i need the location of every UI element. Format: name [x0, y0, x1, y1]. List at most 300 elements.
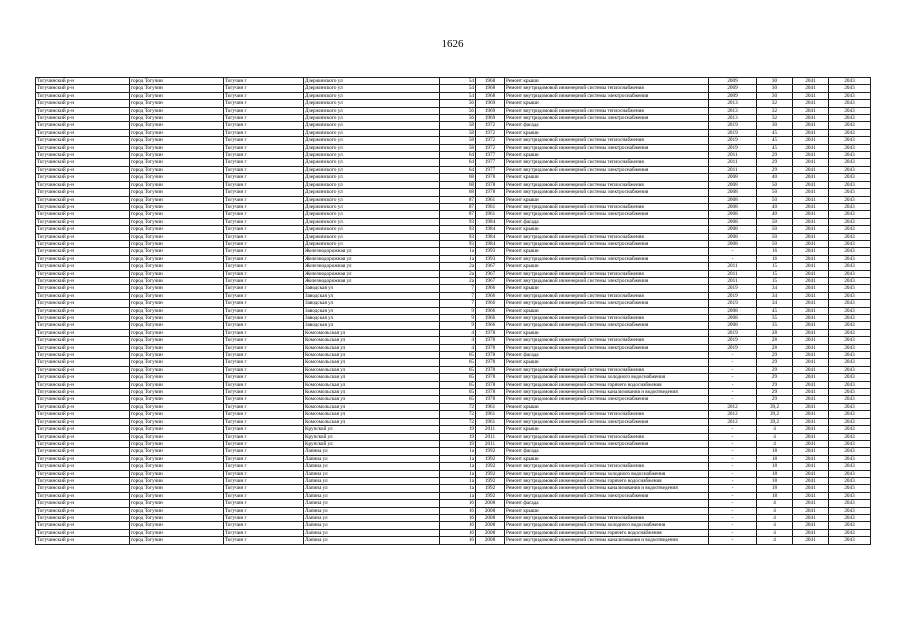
table-row [36, 322, 871, 329]
cell-settlement: город Тогучин [130, 366, 224, 373]
cell-year: 1972 [476, 129, 505, 136]
cell-street: Лапина ул [304, 500, 440, 507]
cell-locality: Тогучин г [224, 203, 304, 210]
cell-district: Тогучинский р-н [36, 122, 130, 129]
cell-year_from: 2041 [793, 218, 829, 225]
cell-term: 30 [757, 85, 793, 92]
cell-year_from: 2041 [793, 196, 829, 203]
table-row [36, 189, 871, 196]
cell-term: 29 [757, 152, 793, 159]
cell-year_to: 2043 [829, 92, 871, 99]
cell-settlement: город Тогучин [130, 233, 224, 240]
table-row [36, 300, 871, 307]
cell-year_to: 2043 [829, 433, 871, 440]
cell-year_to: 2043 [829, 270, 871, 277]
cell-term: 4 [757, 514, 793, 521]
cell-year_from: 2041 [793, 189, 829, 196]
cell-house: 58 [440, 122, 476, 129]
table-row [36, 477, 871, 484]
cell-year_to: 2043 [829, 174, 871, 181]
cell-district: Тогучинский р-н [36, 352, 130, 359]
cell-locality: Тогучин г [224, 448, 304, 455]
cell-year: 1969 [476, 115, 505, 122]
cell-house: 64 [440, 166, 476, 173]
cell-plan_start: 2008 [709, 196, 757, 203]
cell-locality: Тогучин г [224, 181, 304, 188]
cell-term: 18 [757, 485, 793, 492]
cell-year: 1992 [476, 470, 505, 477]
cell-street: Комсомольская ул [304, 329, 440, 336]
cell-house: 19 [440, 440, 476, 447]
cell-house: 1а [440, 470, 476, 477]
cell-locality: Тогучин г [224, 411, 304, 418]
cell-term: 16 [757, 255, 793, 262]
cell-work: Ремонт крыши [505, 329, 709, 336]
table-row [36, 100, 871, 107]
cell-settlement: город Тогучин [130, 159, 224, 166]
cell-year_to: 2043 [829, 181, 871, 188]
cell-year_to: 2043 [829, 203, 871, 210]
cell-year_from: 2041 [793, 529, 829, 536]
cell-locality: Тогучин г [224, 500, 304, 507]
cell-locality: Тогучин г [224, 366, 304, 373]
cell-district: Тогучинский р-н [36, 211, 130, 218]
cell-district: Тогучинский р-н [36, 307, 130, 314]
cell-year: 1972 [476, 122, 505, 129]
cell-street: Крупской ул [304, 433, 440, 440]
table-row [36, 463, 871, 470]
cell-district: Тогучинский р-н [36, 500, 130, 507]
cell-locality: Тогучин г [224, 92, 304, 99]
cell-work: Ремонт крыши [505, 129, 709, 136]
cell-year: 1992 [476, 477, 505, 484]
cell-street: Дзержинского ул [304, 115, 440, 122]
cell-term: 50 [757, 226, 793, 233]
cell-year: 2011 [476, 426, 505, 433]
cell-year_to: 2043 [829, 137, 871, 144]
cell-street: Лапина ул [304, 507, 440, 514]
cell-year_from: 2041 [793, 426, 829, 433]
table-row [36, 248, 871, 255]
cell-district: Тогучинский р-н [36, 85, 130, 92]
cell-settlement: город Тогучин [130, 522, 224, 529]
cell-street: Дзержинского ул [304, 137, 440, 144]
cell-year_to: 2043 [829, 411, 871, 418]
cell-street: Дзержинского ул [304, 203, 440, 210]
cell-district: Тогучинский р-н [36, 448, 130, 455]
table-row [36, 115, 871, 122]
cell-house: 87 [440, 211, 476, 218]
cell-term: 29 [757, 389, 793, 396]
cell-street: Лапина ул [304, 448, 440, 455]
table-row [36, 396, 871, 403]
cell-year: 1978 [476, 381, 505, 388]
cell-locality: Тогучин г [224, 263, 304, 270]
cell-locality: Тогучин г [224, 166, 304, 173]
cell-locality: Тогучин г [224, 300, 304, 307]
cell-year_to: 2043 [829, 78, 871, 85]
cell-work: Ремонт внутридомовой инженерной системы теплоснабжения [505, 315, 709, 322]
cell-house: 72 [440, 411, 476, 418]
table-row [36, 166, 871, 173]
cell-term: 34 [757, 300, 793, 307]
cell-year_from: 2041 [793, 463, 829, 470]
cell-year: 1972 [476, 144, 505, 151]
cell-term: 15 [757, 277, 793, 284]
cell-plan_start: - [709, 477, 757, 484]
cell-year: 1977 [476, 152, 505, 159]
cell-settlement: город Тогучин [130, 196, 224, 203]
cell-plan_start: - [709, 352, 757, 359]
cell-settlement: город Тогучин [130, 300, 224, 307]
cell-year_to: 2043 [829, 322, 871, 329]
cell-year: 1978 [476, 352, 505, 359]
cell-settlement: город Тогучин [130, 381, 224, 388]
cell-district: Тогучинский р-н [36, 440, 130, 447]
cell-year_from: 2041 [793, 240, 829, 247]
cell-street: Дзержинского ул [304, 181, 440, 188]
cell-plan_start: - [709, 455, 757, 462]
cell-street: Дзержинского ул [304, 129, 440, 136]
cell-house: 68 [440, 189, 476, 196]
cell-work: Ремонт внутридомовой инженерной системы теплоснабжения [505, 463, 709, 470]
cell-plan_start: 2008 [709, 181, 757, 188]
table-row [36, 381, 871, 388]
cell-district: Тогучинский р-н [36, 426, 130, 433]
cell-locality: Тогучин г [224, 322, 304, 329]
cell-year: 1978 [476, 337, 505, 344]
cell-settlement: город Тогучин [130, 537, 224, 544]
cell-street: Комсомольская ул [304, 366, 440, 373]
cell-locality: Тогучин г [224, 507, 304, 514]
cell-district: Тогучинский р-н [36, 248, 130, 255]
cell-term: 4 [757, 433, 793, 440]
cell-locality: Тогучин г [224, 277, 304, 284]
cell-district: Тогучинский р-н [36, 366, 130, 373]
cell-term: 4 [757, 426, 793, 433]
cell-term: 35 [757, 322, 793, 329]
cell-plan_start: 2008 [709, 233, 757, 240]
cell-term: 40 [757, 174, 793, 181]
cell-year_from: 2041 [793, 389, 829, 396]
cell-work: Ремонт внутридомовой инженерной системы канализования и водоотведения [505, 485, 709, 492]
cell-plan_start: - [709, 381, 757, 388]
table-row [36, 196, 871, 203]
cell-settlement: город Тогучин [130, 292, 224, 299]
cell-plan_start: - [709, 470, 757, 477]
cell-year: 1978 [476, 189, 505, 196]
cell-year_to: 2043 [829, 226, 871, 233]
cell-district: Тогучинский р-н [36, 159, 130, 166]
cell-settlement: город Тогучин [130, 463, 224, 470]
cell-plan_start: 2009 [709, 92, 757, 99]
cell-street: Железнодорожная ул [304, 255, 440, 262]
cell-work: Ремонт фасада [505, 352, 709, 359]
cell-locality: Тогучин г [224, 529, 304, 536]
cell-work: Ремонт внутридомовой инженерной системы электроснабжения [505, 418, 709, 425]
cell-street: Крупской ул [304, 440, 440, 447]
cell-settlement: город Тогучин [130, 189, 224, 196]
cell-year: 1961 [476, 203, 505, 210]
cell-plan_start: 2011 [709, 263, 757, 270]
cell-term: 29 [757, 374, 793, 381]
cell-work: Ремонт крыши [505, 100, 709, 107]
cell-work: Ремонт крыши [505, 507, 709, 514]
cell-year_to: 2043 [829, 374, 871, 381]
cell-work: Ремонт фасада [505, 448, 709, 455]
cell-work: Ремонт внутридомовой инженерной системы канализования и водоотведения [505, 537, 709, 544]
cell-plan_start: - [709, 500, 757, 507]
cell-plan_start: 2013 [709, 115, 757, 122]
cell-settlement: город Тогучин [130, 411, 224, 418]
cell-year_to: 2043 [829, 352, 871, 359]
cell-year_from: 2041 [793, 477, 829, 484]
cell-locality: Тогучин г [224, 248, 304, 255]
cell-district: Тогучинский р-н [36, 433, 130, 440]
cell-house: 56 [440, 115, 476, 122]
cell-work: Ремонт крыши [505, 248, 709, 255]
cell-year_from: 2041 [793, 537, 829, 544]
cell-year_to: 2043 [829, 500, 871, 507]
cell-term: 18 [757, 455, 793, 462]
cell-settlement: город Тогучин [130, 100, 224, 107]
cell-year_to: 2043 [829, 307, 871, 314]
cell-house: 4 [440, 344, 476, 351]
cell-term: 18 [757, 448, 793, 455]
cell-street: Дзержинского ул [304, 166, 440, 173]
cell-locality: Тогучин г [224, 285, 304, 292]
cell-district: Тогучинский р-н [36, 329, 130, 336]
cell-term: 50 [757, 218, 793, 225]
cell-year: 1968 [476, 85, 505, 92]
table-row [36, 152, 871, 159]
cell-year_from: 2041 [793, 270, 829, 277]
cell-street: Дзержинского ул [304, 159, 440, 166]
cell-street: Дзержинского ул [304, 92, 440, 99]
cell-locality: Тогучин г [224, 537, 304, 544]
cell-year_from: 2041 [793, 315, 829, 322]
cell-locality: Тогучин г [224, 174, 304, 181]
cell-year: 2011 [476, 440, 505, 447]
cell-locality: Тогучин г [224, 433, 304, 440]
cell-district: Тогучинский р-н [36, 129, 130, 136]
cell-locality: Тогучин г [224, 463, 304, 470]
cell-district: Тогучинский р-н [36, 218, 130, 225]
cell-year_from: 2041 [793, 507, 829, 514]
cell-year_from: 2041 [793, 248, 829, 255]
cell-locality: Тогучин г [224, 196, 304, 203]
cell-year: 1961 [476, 211, 505, 218]
cell-plan_start: - [709, 485, 757, 492]
cell-work: Ремонт крыши [505, 285, 709, 292]
cell-settlement: город Тогучин [130, 389, 224, 396]
cell-house: 1а [440, 477, 476, 484]
cell-locality: Тогучин г [224, 403, 304, 410]
cell-district: Тогучинский р-н [36, 389, 130, 396]
cell-district: Тогучинский р-н [36, 492, 130, 499]
cell-year: 2008 [476, 514, 505, 521]
cell-settlement: город Тогучин [130, 307, 224, 314]
cell-work: Ремонт фасада [505, 218, 709, 225]
cell-year_from: 2041 [793, 522, 829, 529]
cell-year: 2008 [476, 529, 505, 536]
cell-house: 1а [440, 463, 476, 470]
table-row [36, 485, 871, 492]
cell-street: Лапина ул [304, 492, 440, 499]
cell-district: Тогучинский р-н [36, 152, 130, 159]
cell-work: Ремонт крыши [505, 78, 709, 85]
cell-settlement: город Тогучин [130, 218, 224, 225]
table-row [36, 292, 871, 299]
cell-term: 45 [757, 129, 793, 136]
cell-plan_start: - [709, 463, 757, 470]
cell-house: 4 [440, 329, 476, 336]
cell-year_from: 2041 [793, 366, 829, 373]
table-row [36, 537, 871, 544]
cell-locality: Тогучин г [224, 226, 304, 233]
cell-year_to: 2043 [829, 233, 871, 240]
cell-settlement: город Тогучин [130, 492, 224, 499]
table-row [36, 374, 871, 381]
cell-term: 29 [757, 159, 793, 166]
cell-locality: Тогучин г [224, 270, 304, 277]
cell-street: Заводская ул [304, 322, 440, 329]
table-row [36, 240, 871, 247]
cell-district: Тогучинский р-н [36, 292, 130, 299]
cell-settlement: город Тогучин [130, 403, 224, 410]
cell-house: 64 [440, 159, 476, 166]
cell-year_from: 2041 [793, 514, 829, 521]
cell-house: 19 [440, 426, 476, 433]
cell-district: Тогучинский р-н [36, 463, 130, 470]
cell-street: Заводская ул [304, 315, 440, 322]
cell-street: Дзержинского ул [304, 211, 440, 218]
cell-street: Комсомольская ул [304, 403, 440, 410]
cell-work: Ремонт крыши [505, 196, 709, 203]
cell-year_to: 2043 [829, 196, 871, 203]
cell-district: Тогучинский р-н [36, 107, 130, 114]
cell-settlement: город Тогучин [130, 137, 224, 144]
cell-house: 68 [440, 181, 476, 188]
cell-district: Тогучинский р-н [36, 196, 130, 203]
cell-locality: Тогучин г [224, 144, 304, 151]
table-row [36, 285, 871, 292]
cell-district: Тогучинский р-н [36, 144, 130, 151]
cell-term: 29 [757, 359, 793, 366]
cell-term: 29 [757, 381, 793, 388]
cell-house: 9 [440, 307, 476, 314]
cell-plan_start: 2012 [709, 403, 757, 410]
cell-district: Тогучинский р-н [36, 537, 130, 544]
cell-house: 7 [440, 292, 476, 299]
cell-year_from: 2041 [793, 433, 829, 440]
cell-work: Ремонт внутридомовой инженерной системы теплоснабжения [505, 292, 709, 299]
cell-year_to: 2043 [829, 292, 871, 299]
cell-settlement: город Тогучин [130, 78, 224, 85]
cell-year_from: 2041 [793, 500, 829, 507]
cell-house: 65 [440, 352, 476, 359]
table-row [36, 389, 871, 396]
cell-year_to: 2043 [829, 455, 871, 462]
cell-locality: Тогучин г [224, 522, 304, 529]
cell-settlement: город Тогучин [130, 426, 224, 433]
cell-year_from: 2041 [793, 144, 829, 151]
cell-plan_start: - [709, 492, 757, 499]
cell-locality: Тогучин г [224, 307, 304, 314]
cell-term: 45 [757, 144, 793, 151]
cell-house: 16 [440, 529, 476, 536]
cell-year_to: 2043 [829, 477, 871, 484]
cell-settlement: город Тогучин [130, 277, 224, 284]
table-row [36, 307, 871, 314]
cell-street: Комсомольская ул [304, 352, 440, 359]
cell-year_from: 2041 [793, 92, 829, 99]
cell-settlement: город Тогучин [130, 255, 224, 262]
cell-term: 39,2 [757, 411, 793, 418]
cell-term: 32 [757, 115, 793, 122]
cell-house: 65 [440, 366, 476, 373]
cell-locality: Тогучин г [224, 455, 304, 462]
cell-district: Тогучинский р-н [36, 270, 130, 277]
cell-district: Тогучинский р-н [36, 374, 130, 381]
cell-year_to: 2043 [829, 211, 871, 218]
cell-settlement: город Тогучин [130, 477, 224, 484]
cell-year_to: 2043 [829, 389, 871, 396]
cell-year: 1966 [476, 307, 505, 314]
table-row [36, 174, 871, 181]
cell-house: 1а [440, 255, 476, 262]
cell-plan_start: 2019 [709, 292, 757, 299]
cell-locality: Тогучин г [224, 240, 304, 247]
cell-locality: Тогучин г [224, 233, 304, 240]
cell-term: 35 [757, 315, 793, 322]
cell-locality: Тогучин г [224, 359, 304, 366]
cell-year: 1992 [476, 448, 505, 455]
cell-house: 9 [440, 315, 476, 322]
cell-house: 2а [440, 263, 476, 270]
cell-settlement: город Тогучин [130, 107, 224, 114]
cell-year_from: 2041 [793, 470, 829, 477]
table-row [36, 492, 871, 499]
cell-year: 1978 [476, 359, 505, 366]
cell-year_from: 2041 [793, 381, 829, 388]
cell-plan_start: - [709, 374, 757, 381]
cell-settlement: город Тогучин [130, 418, 224, 425]
cell-plan_start: 2019 [709, 129, 757, 136]
cell-locality: Тогучин г [224, 152, 304, 159]
cell-plan_start: - [709, 248, 757, 255]
cell-house: 64 [440, 152, 476, 159]
cell-year_to: 2043 [829, 144, 871, 151]
cell-settlement: город Тогучин [130, 263, 224, 270]
cell-work: Ремонт внутридомовой инженерной системы теплоснабжения [505, 107, 709, 114]
cell-year: 1978 [476, 396, 505, 403]
cell-district: Тогучинский р-н [36, 255, 130, 262]
cell-district: Тогучинский р-н [36, 137, 130, 144]
cell-year_from: 2041 [793, 307, 829, 314]
cell-street: Дзержинского ул [304, 85, 440, 92]
cell-locality: Тогучин г [224, 396, 304, 403]
cell-work: Ремонт внутридомовой инженерной системы электроснабжения [505, 115, 709, 122]
cell-year: 1961 [476, 196, 505, 203]
cell-district: Тогучинский р-н [36, 418, 130, 425]
cell-street: Комсомольская ул [304, 411, 440, 418]
cell-plan_start: 2008 [709, 322, 757, 329]
cell-year_from: 2041 [793, 359, 829, 366]
cell-year: 1961 [476, 411, 505, 418]
cell-year: 1992 [476, 492, 505, 499]
cell-work: Ремонт внутридомовой инженерной системы теплоснабжения [505, 411, 709, 418]
